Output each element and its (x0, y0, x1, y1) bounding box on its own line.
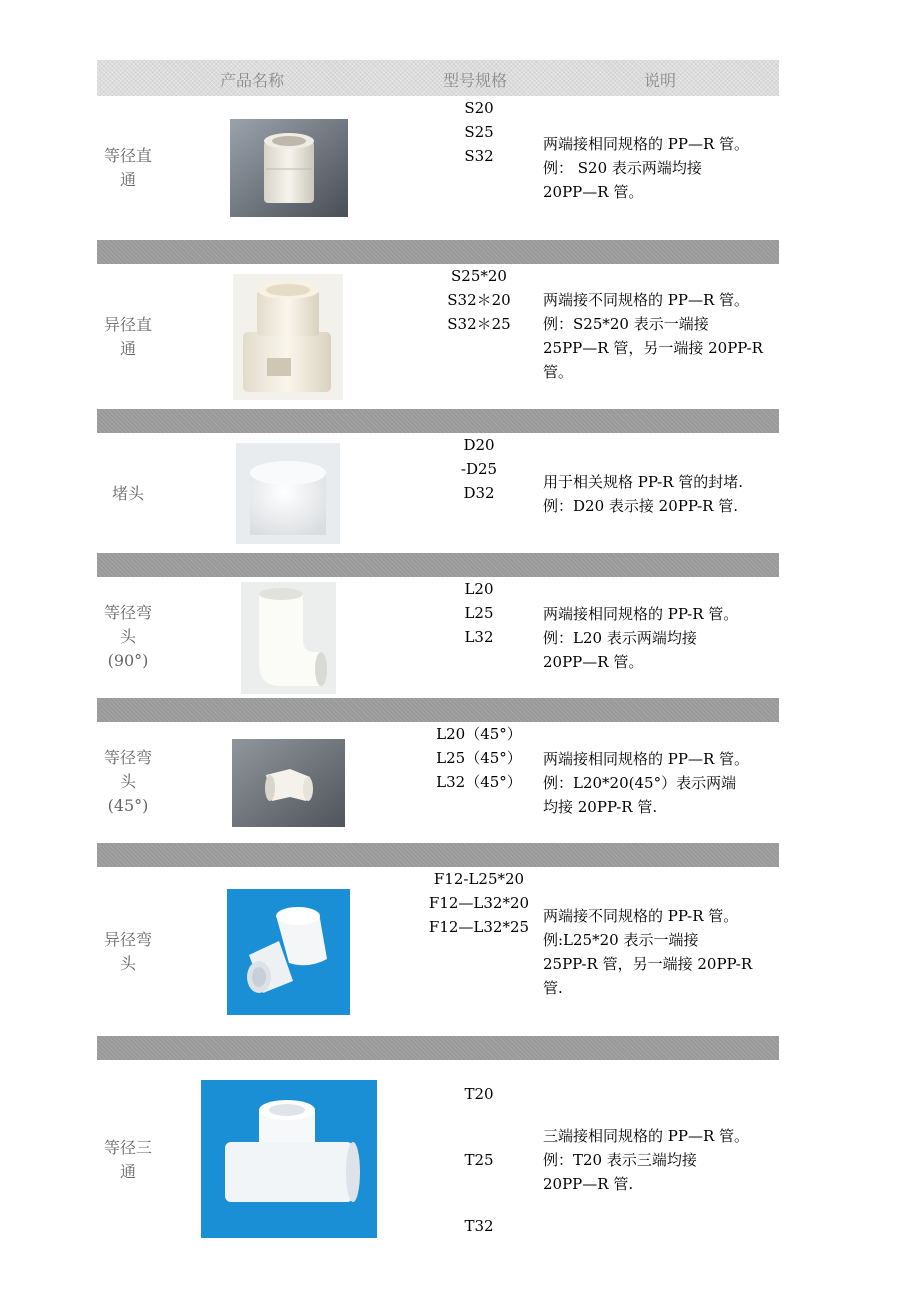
row-separator (97, 843, 779, 867)
spec-list (409, 867, 549, 939)
elbow-45-image (232, 739, 345, 827)
row-separator (97, 698, 779, 722)
spec-list (409, 433, 549, 505)
product-name: 等径直 通 (103, 146, 152, 189)
product-name: 等径弯 头 (90°) (103, 603, 152, 670)
product-row (97, 96, 779, 240)
straight-coupling-image (230, 119, 348, 217)
row-separator (97, 1036, 779, 1060)
product-row (97, 722, 779, 843)
product-row (97, 577, 779, 698)
product-row (97, 1060, 779, 1260)
spec-item: F12—L32*20 (428, 894, 530, 912)
spec-item: S32＊25 (447, 315, 511, 333)
product-description: 用于相关规格 PP-R 管的封堵. 例：D20 表示接 20PP-R 管. (543, 473, 744, 515)
spec-item: T20 (464, 1085, 494, 1103)
spec-item: F12—L32*25 (428, 918, 530, 936)
spec-item: S20 (464, 99, 494, 117)
product-description: 两端接相同规格的 PP—R 管。 例： S20 表示两端均接 20PP—R 管。 (543, 135, 750, 201)
product-name: 异径直 通 (103, 315, 152, 358)
spec-item: L20（45°） (436, 725, 522, 743)
product-row (97, 433, 779, 553)
product-description: 两端接不同规格的 PP—R 管。 例：S25*20 表示一端接 25PP—R 管，另一端接 20PP-R 管。 (543, 291, 763, 381)
product-description: 两端接相同规格的 PP—R 管。 例：L20*20(45°）表示两端 均接 20PP-R 管. (543, 750, 750, 816)
reducing-elbow-image (227, 889, 350, 1015)
product-name: 等径三 通 (103, 1138, 152, 1181)
row-separator (97, 409, 779, 433)
spec-list (409, 722, 549, 794)
spec-item: L20 (464, 580, 494, 598)
equal-tee-image (201, 1080, 377, 1238)
spec-item: L25（45°） (436, 749, 522, 767)
spec-item: D32 (463, 484, 495, 502)
elbow-90-image (241, 582, 336, 694)
spec-list (409, 1082, 549, 1238)
spec-item: S32 (464, 147, 494, 165)
spec-item: S25*20 (451, 267, 507, 285)
spec-item: T25 (464, 1151, 494, 1169)
product-row (97, 264, 779, 409)
reducing-coupling-image (233, 274, 343, 400)
header-product-name: 产品名称 (220, 71, 285, 90)
spec-item: F12-L25*20 (433, 870, 525, 888)
spec-item: L25 (464, 604, 494, 622)
spec-list (409, 96, 549, 168)
table-header (97, 60, 779, 96)
product-name: 等径弯 头 (45°) (103, 748, 152, 815)
spec-item: S32＊20 (447, 291, 511, 309)
product-row (97, 867, 779, 1036)
spec-item: L32 (464, 628, 494, 646)
spec-item: L32（45°） (436, 773, 522, 791)
spec-item: T32 (464, 1217, 494, 1235)
product-name: 堵头 (111, 484, 144, 503)
product-description: 三端接相同规格的 PP—R 管。 例：T20 表示三端均接 20PP—R 管. (543, 1127, 750, 1193)
product-description: 两端接相同规格的 PP-R 管。 例：L20 表示两端均接 20PP—R 管。 (543, 605, 739, 671)
header-description: 说明 (644, 71, 677, 90)
spec-list (409, 577, 549, 649)
spec-list (409, 264, 549, 336)
spec-item: S25 (464, 123, 494, 141)
product-description: 两端接不同规格的 PP-R 管。 例:L25*20 表示一端接 25PP-R 管，另一端接 20PP-R 管. (543, 907, 753, 997)
end-cap-image (236, 443, 340, 544)
product-name: 异径弯 头 (103, 930, 152, 973)
spec-item: -D25 (460, 460, 498, 478)
row-separator (97, 553, 779, 577)
row-separator (97, 240, 779, 264)
spec-item: D20 (463, 436, 495, 454)
header-model-spec: 型号规格 (443, 71, 508, 90)
